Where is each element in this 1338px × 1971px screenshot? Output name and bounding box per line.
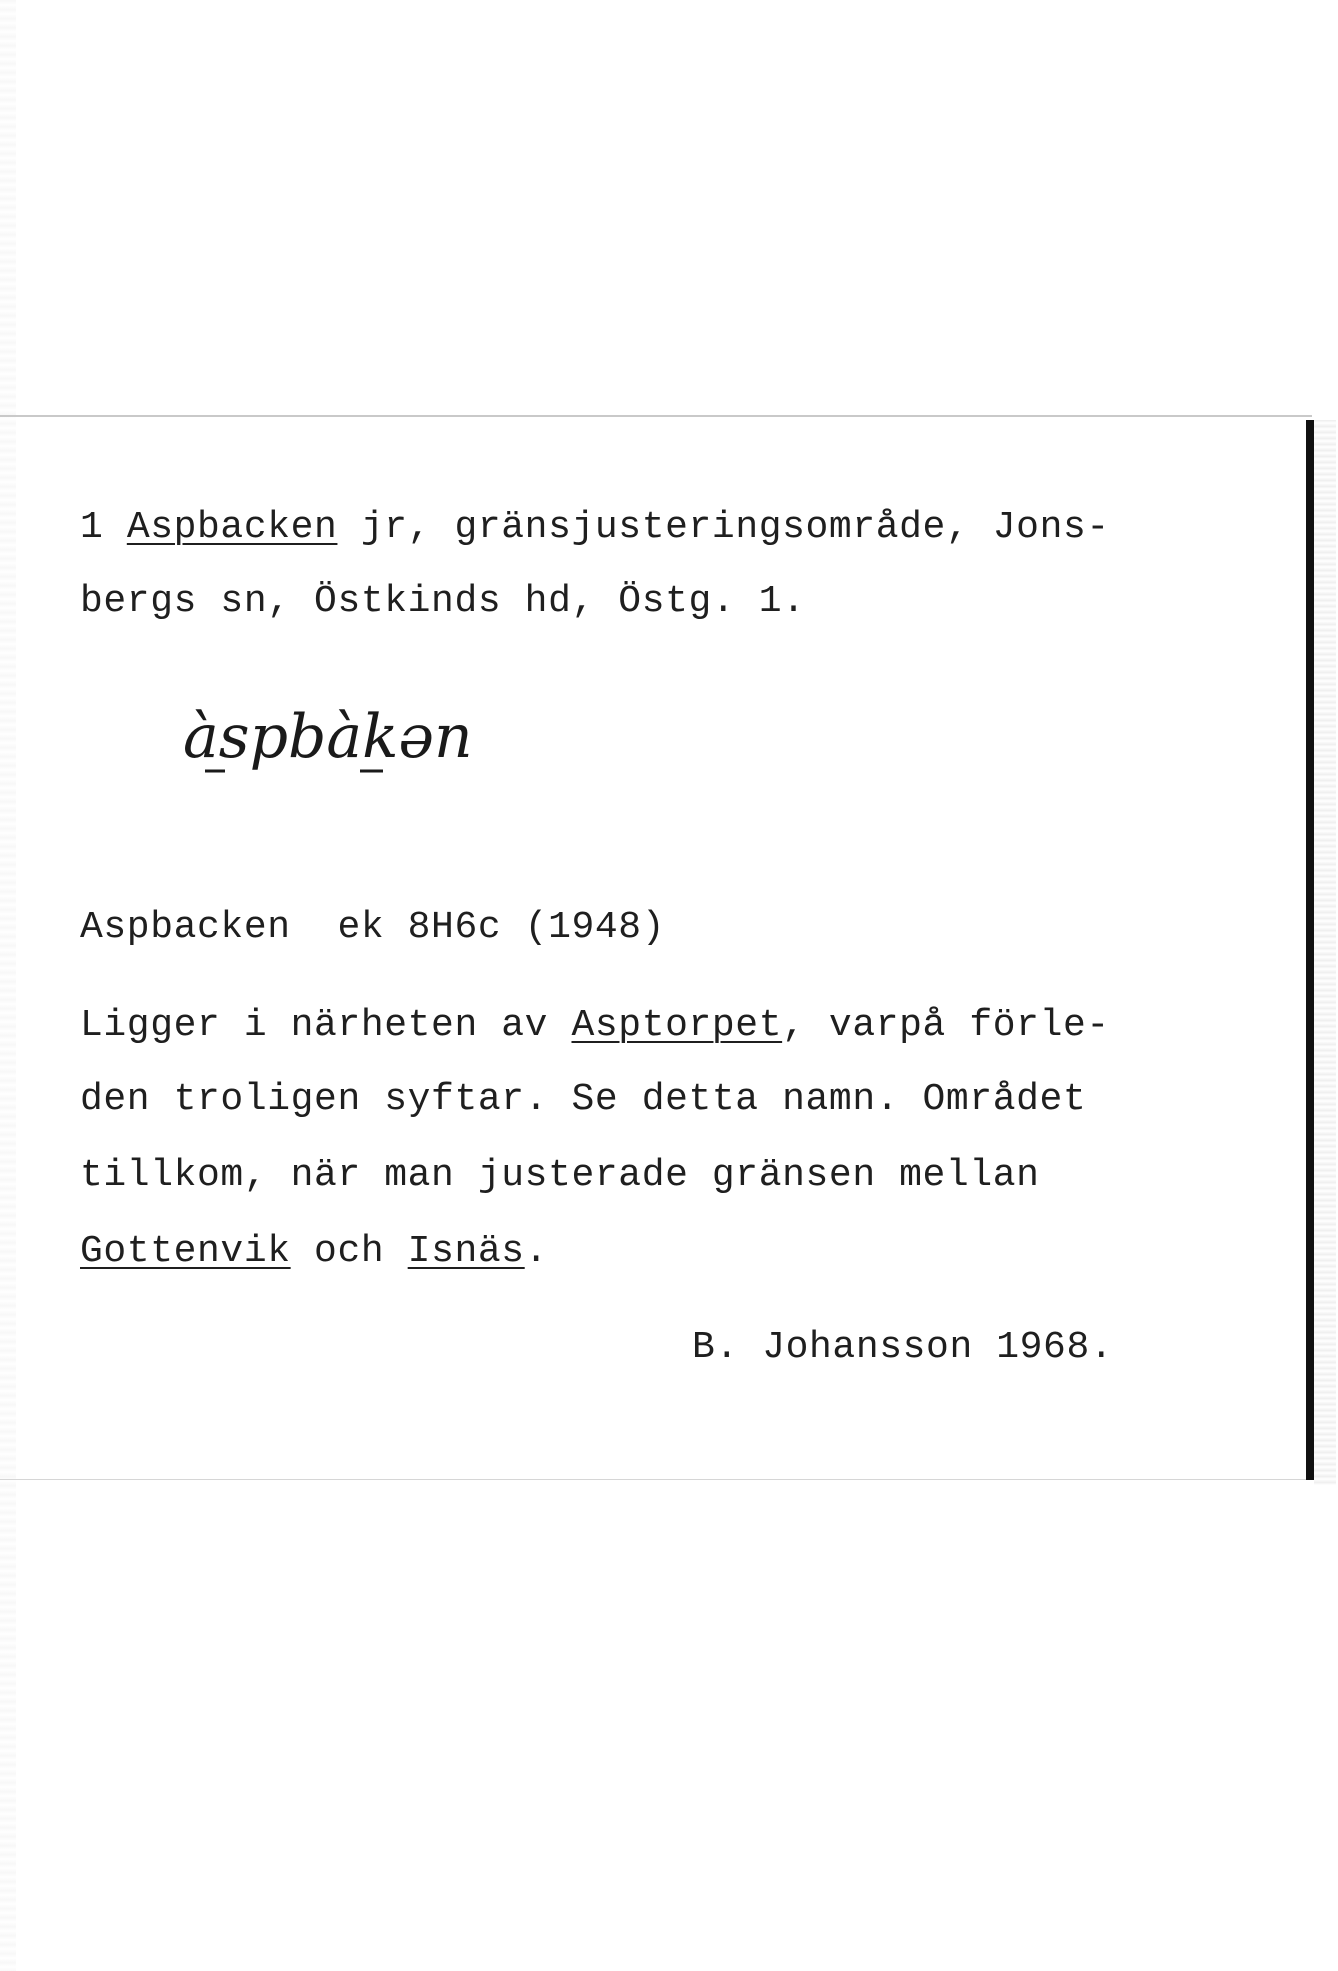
body-text: Ligger i närheten av [80,1004,572,1047]
heading-line-2: bergs sn, Östkinds hd, Östg. 1. [80,580,806,623]
body-text: och [290,1230,408,1273]
phonetic-text: àspbàkən [183,702,473,772]
body-text: , varpå förle- [782,1004,1110,1047]
cross-reference-isnas: Isnäs [407,1230,525,1273]
handwritten-phonetic-transcription [175,675,505,795]
cross-reference-gottenvik: Gottenvik [80,1230,291,1273]
cross-reference-asptorpet: Asptorpet [571,1004,783,1047]
body-line-4 [80,1230,548,1274]
body-text: . [524,1230,549,1273]
reference-line: Aspbacken ek 8H6c (1948) [80,906,666,949]
entry-number: 1 [80,506,127,549]
heading-line-1 [80,506,1110,550]
entry-name: Aspbacken [126,506,338,549]
body-line-3: tillkom, när man justerade gränsen mellan [80,1154,1040,1197]
scan-edge-right [1314,420,1336,1485]
card-right-edge [1306,420,1314,1480]
entry-description: jr, gränsjusteringsområde, Jons- [337,506,1110,549]
body-line-2: den troligen syftar. Se detta namn. Området [80,1078,1087,1121]
author-signature: B. Johansson 1968. [692,1326,1114,1369]
body-line-1 [80,1004,1110,1048]
